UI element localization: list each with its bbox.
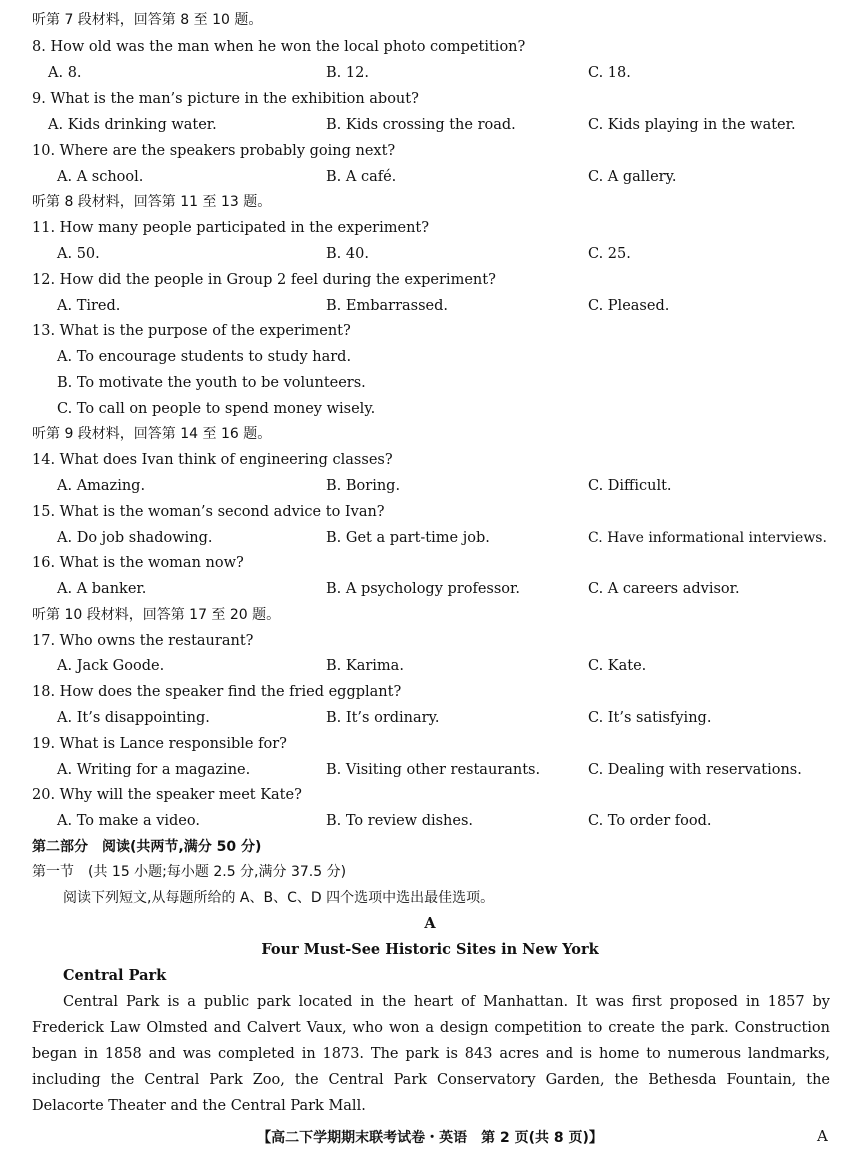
q11-option-b: B. 40. <box>326 246 369 262</box>
q17-option-a: A. Jack Goode. <box>57 658 165 674</box>
q15-option-b: B. Get a part-time job. <box>326 530 490 546</box>
q16-option-a: A. A banker. <box>57 581 147 597</box>
q14-option-a: A. Amazing. <box>57 478 146 494</box>
q18-option-b: B. It’s ordinary. <box>326 710 440 726</box>
q8-option-b: B. 12. <box>326 65 369 81</box>
q16-option-c: C. A careers advisor. <box>588 581 740 597</box>
q13-option-a: A. To encourage students to study hard. <box>57 349 352 365</box>
q8-option-a: A. 8. <box>48 65 82 81</box>
question-9: 9. What is the man’s picture in the exhibition about? <box>32 91 419 107</box>
q14-option-c: C. Difficult. <box>588 478 672 494</box>
q12-option-b: B. Embarrassed. <box>326 298 448 314</box>
section-8-instruction: 听第 8 段材料，回答第 11 至 13 题。 <box>32 194 272 210</box>
q8-option-c: C. 18. <box>588 65 631 81</box>
section-9-instruction: 听第 9 段材料，回答第 14 至 16 题。 <box>32 426 272 442</box>
question-12: 12. How did the people in Group 2 feel during the experiment? <box>32 272 496 288</box>
question-16: 16. What is the woman now? <box>32 555 244 571</box>
q13-option-c: C. To call on people to spend money wisely. <box>57 401 376 417</box>
question-14: 14. What does Ivan think of engineering classes? <box>32 452 393 468</box>
question-19: 19. What is Lance responsible for? <box>32 736 287 752</box>
q12-option-a: A. Tired. <box>57 298 121 314</box>
q14-option-b: B. Boring. <box>326 478 401 494</box>
question-17: 17. Who owns the restaurant? <box>32 633 254 649</box>
passage-letter: A <box>424 915 436 932</box>
passage-title: Four Must-See Historic Sites in New York <box>261 941 599 958</box>
q9-option-a: A. Kids drinking water. <box>48 117 217 133</box>
question-10: 10. Where are the speakers probably going next? <box>32 143 396 159</box>
question-15: 15. What is the woman’s second advice to Ivan? <box>32 504 385 520</box>
q15-option-a: A. Do job shadowing. <box>57 530 213 546</box>
version-mark: A <box>817 1127 828 1145</box>
q10-option-a: A. A school. <box>57 169 144 185</box>
q20-option-a: A. To make a video. <box>57 813 200 829</box>
question-13: 13. What is the purpose of the experiment? <box>32 323 351 339</box>
q9-option-b: B. Kids crossing the road. <box>326 117 516 133</box>
section-7-instruction: 听第 7 段材料，回答第 8 至 10 题。 <box>32 12 263 28</box>
passage-paragraph: Central Park is a public park located in the heart of Manhattan. It was first proposed in 1857 by Frederick Law Olmsted and Calvert Vaux, who won a design competition to create the park. Construction began in 1858 and was completed in 1873. The park is 843 acres and is home to numerous landmarks, including the Central Park Zoo, the Central Park Conservatory Garden, the Bethesda Fountain, the Delacorte Theater and the Central Park Mall. <box>32 994 830 1114</box>
q11-option-c: C. 25. <box>588 246 631 262</box>
passage-subheading: Central Park <box>63 967 167 984</box>
q17-option-c: C. Kate. <box>588 658 647 674</box>
q18-option-a: A. It’s disappointing. <box>57 710 210 726</box>
q10-option-b: B. A café. <box>326 169 397 185</box>
part2-instruction: 阅读下列短文,从每题所给的 A、B、C、D 四个选项中选出最佳选项。 <box>63 890 495 906</box>
question-18: 18. How does the speaker find the fried eggplant? <box>32 684 402 700</box>
q12-option-c: C. Pleased. <box>588 298 670 314</box>
q13-option-b: B. To motivate the youth to be volunteers. <box>57 375 366 391</box>
q16-option-b: B. A psychology professor. <box>326 581 520 597</box>
q9-option-c: C. Kids playing in the water. <box>588 117 796 133</box>
q20-option-c: C. To order food. <box>588 813 712 829</box>
question-11: 11. How many people participated in the experiment? <box>32 220 430 236</box>
question-8: 8. How old was the man when he won the local photo competition? <box>32 39 526 55</box>
q15-option-c: C. Have informational interviews. <box>588 530 827 546</box>
section-10-instruction: 听第 10 段材料，回答第 17 至 20 题。 <box>32 607 281 623</box>
part2-section1: 第一节 (共 15 小题;每小题 2.5 分,满分 37.5 分) <box>32 864 347 880</box>
q18-option-c: C. It’s satisfying. <box>588 710 712 726</box>
q17-option-b: B. Karima. <box>326 658 404 674</box>
q20-option-b: B. To review dishes. <box>326 813 474 829</box>
q11-option-a: A. 50. <box>57 246 100 262</box>
page-footer: 【高二下学期期末联考试卷・英语 第 2 页(共 8 页)】 <box>257 1130 603 1146</box>
q19-option-b: B. Visiting other restaurants. <box>326 762 541 778</box>
q19-option-a: A. Writing for a magazine. <box>57 762 251 778</box>
q10-option-c: C. A gallery. <box>588 169 677 185</box>
q19-option-c: C. Dealing with reservations. <box>588 762 802 778</box>
question-20: 20. Why will the speaker meet Kate? <box>32 787 302 803</box>
part2-heading: 第二部分 阅读(共两节,满分 50 分) <box>32 839 262 855</box>
